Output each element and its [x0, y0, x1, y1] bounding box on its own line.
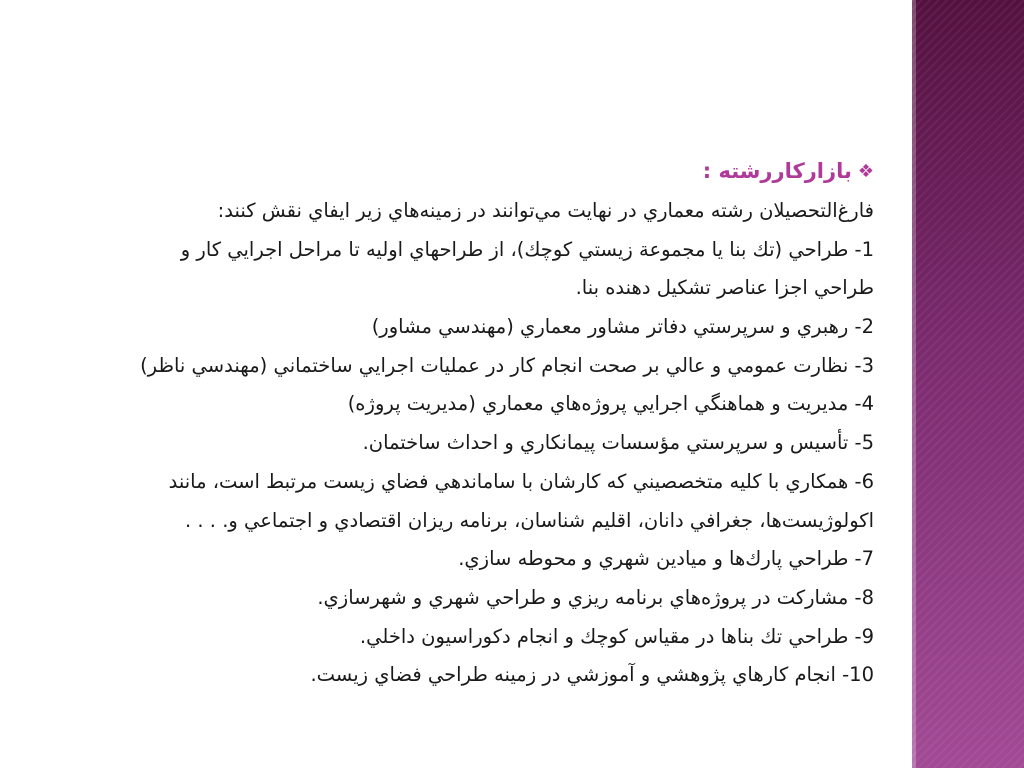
slide-heading [34, 150, 874, 192]
body-line: فارغ‌التحصيلان رشته معماري در نهايت مي‌توانند در زمينه‌هاي زير ايفاي نقش كنند: [217, 199, 874, 222]
slide-content [34, 150, 874, 695]
body-line: 7- طراحي پارك‌ها و ميادين شهري و محوطه سازي. [458, 547, 874, 571]
body-line: طراحي اجزا عناصر تشكيل دهنده بنا. [575, 276, 874, 300]
body-line: 10- انجام كارهاي پژوهشي و آموزشي در زمينه طراحي فضاي زيست. [310, 663, 874, 687]
decorative-side-band [912, 0, 1024, 768]
body-line: 5- تأسيس و سرپرستي مؤسسات پيمانكاري و احداث ساختمان. [362, 431, 874, 455]
body-line: 3- نظارت عمومي و عالي بر صحت انجام كار در عمليات اجرايي ساختماني (مهندسي ناظر) [140, 353, 874, 377]
body-line: 4- مديريت و هماهنگي اجرايي پروژه‌هاي معماري (مديريت پروژه) [347, 392, 874, 416]
body-line: 8- مشاركت در پروژه‌هاي برنامه ريزي و طراحي شهري و شهرسازي. [317, 585, 874, 609]
diamond-bullet-icon: ❖ [857, 160, 874, 182]
body-line: 1- طراحي (تك بنا يا مجموعة زيستي كوچك)، از طراحهاي اوليه تا مراحل اجرايي كار و [180, 237, 874, 261]
body-line: 9- طراحي تك بناها در مقياس كوچك و انجام دكوراسيون داخلي. [359, 624, 874, 648]
body-text [34, 192, 874, 695]
body-line: اكولوژيست‌ها، جغرافي دانان، اقليم شناسان، برنامه ريزان اقتصادي و اجتماعي و. . . . [185, 508, 874, 532]
heading-text: بازاركاررشته : [702, 159, 852, 183]
body-line: 6- همكاري با كليه متخصصيني كه كارشان با ساماندهي فضاي زيست مرتبط است، مانند [168, 469, 874, 493]
body-line: 2- رهبري و سرپرستي دفاتر مشاور معماري (مهندسي مشاور) [371, 315, 874, 339]
